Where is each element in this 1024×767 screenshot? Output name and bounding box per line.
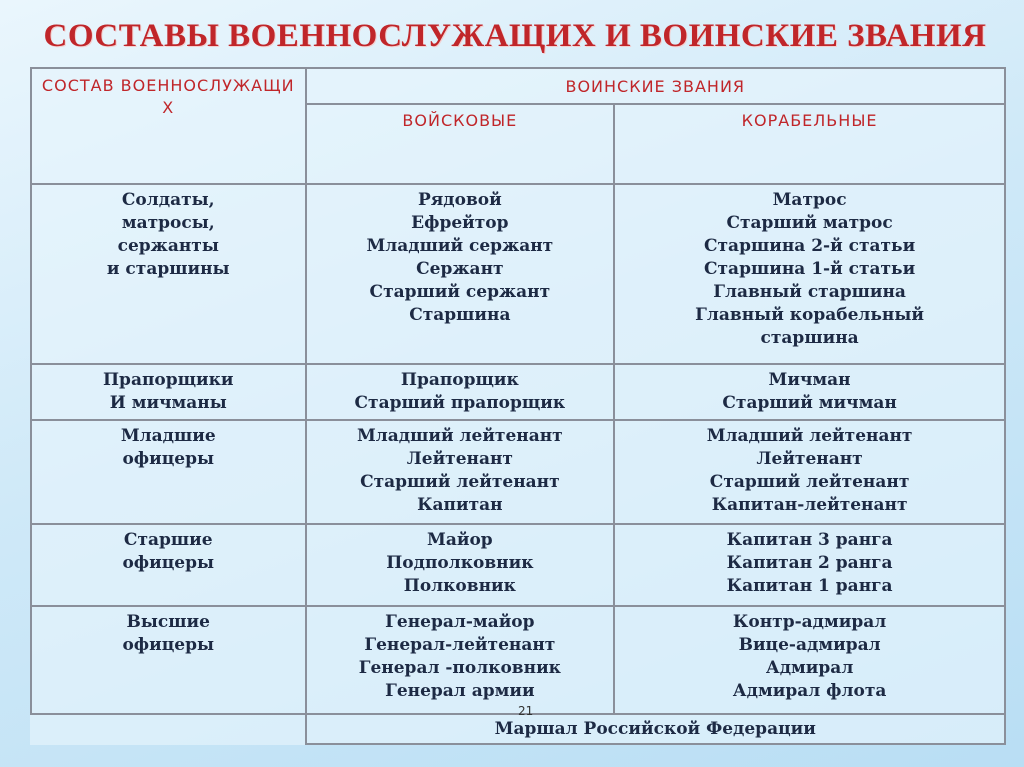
rank-name: Лейтенант — [406, 449, 513, 469]
rank-name: Мичман — [768, 370, 851, 390]
rank-name: Старший сержант — [369, 282, 551, 302]
ranks-table — [30, 67, 1006, 745]
navy-ranks-cell — [614, 184, 1005, 364]
category-line: офицеры — [122, 553, 215, 573]
category-cell — [31, 184, 306, 364]
rank-name: Адмирал флота — [732, 681, 887, 701]
rank-name: Лейтенант — [756, 449, 863, 469]
rank-row — [31, 524, 1005, 606]
navy-ranks-header: КОРАБЕЛЬНЫЕ — [614, 104, 1005, 184]
composition-header: СОСТАВ ВОЕННОСЛУЖАЩИ Х — [31, 68, 306, 184]
rank-name: Главный корабельный — [695, 305, 925, 325]
rank-row — [31, 364, 1005, 420]
empty-cell — [31, 714, 306, 744]
rank-name: Главный старшина — [713, 282, 906, 302]
rank-name: Прапорщик — [400, 370, 519, 390]
rank-name: Майор — [427, 530, 493, 550]
rank-row — [31, 606, 1005, 714]
rank-name: Адмирал — [765, 658, 854, 678]
army-ranks-cell — [306, 184, 615, 364]
rank-name: Младший лейтенант — [356, 426, 563, 446]
category-line: сержанты — [117, 236, 219, 256]
rank-row — [31, 184, 1005, 364]
category-line: И мичманы — [109, 393, 227, 413]
navy-ranks-cell — [614, 524, 1005, 606]
category-line: Солдаты, — [121, 190, 215, 210]
rank-name: Сержант — [416, 259, 504, 279]
rank-name: Старший лейтенант — [360, 472, 560, 492]
rank-name: Вице-адмирал — [738, 635, 881, 655]
rank-name: Полковник — [403, 576, 516, 596]
navy-ranks-cell — [614, 420, 1005, 524]
category-line: Старшие — [123, 530, 213, 550]
rank-name: Старший матрос — [726, 213, 893, 233]
page-number: 21 — [518, 704, 534, 718]
rank-name: Капитан 3 ранга — [726, 530, 893, 550]
category-line: Прапорщики — [103, 370, 234, 390]
rank-name: Капитан — [417, 495, 503, 515]
category-cell — [31, 364, 306, 420]
ranks-header: ВОИНСКИЕ ЗВАНИЯ — [306, 68, 1005, 104]
rank-name: Генерал -полковник — [358, 658, 561, 678]
rank-name: Старшина — [409, 305, 511, 325]
army-ranks-cell — [306, 606, 615, 714]
category-line: Младшие — [120, 426, 216, 446]
rank-name: Генерал армии — [385, 681, 535, 701]
rank-name: Ефрейтор — [411, 213, 509, 233]
page-title: СОСТАВЫ ВОЕННОСЛУЖАЩИХ И ВОИНСКИЕ ЗВАНИЯ — [43, 18, 987, 54]
army-ranks-cell — [306, 364, 615, 420]
rank-name: Старший прапорщик — [354, 393, 566, 413]
marshal-rank: Маршал Российской Федерации — [306, 714, 1005, 744]
category-cell — [31, 606, 306, 714]
rank-name: Старший лейтенант — [709, 472, 910, 492]
rank-name: Старший мичман — [722, 393, 897, 413]
army-ranks-cell — [306, 524, 615, 606]
rank-name: Капитан 1 ранга — [726, 576, 893, 596]
rank-name: старшина — [760, 328, 859, 348]
rank-name: Старшина 2-й статьи — [703, 236, 916, 256]
rank-name: Матрос — [772, 190, 847, 210]
rank-name: Капитан 2 ранга — [726, 553, 893, 573]
rank-name: Генерал-лейтенант — [364, 635, 556, 655]
rank-name: Младший лейтенант — [706, 426, 913, 446]
category-cell — [31, 420, 306, 524]
category-line: матросы, — [121, 213, 215, 233]
rank-name: Младший сержант — [366, 236, 554, 256]
category-line: офицеры — [122, 635, 215, 655]
category-line: Высшие — [126, 612, 210, 632]
army-ranks-header: ВОЙСКОВЫЕ — [306, 104, 615, 184]
category-cell — [31, 524, 306, 606]
rank-name: Генерал-майор — [385, 612, 535, 632]
rank-name: Капитан-лейтенант — [711, 495, 908, 515]
category-line: и старшины — [106, 259, 230, 279]
category-line: офицеры — [122, 449, 215, 469]
navy-ranks-cell — [614, 364, 1005, 420]
rank-name: Старшина 1-й статьи — [703, 259, 916, 279]
rank-name: Подполковник — [386, 553, 534, 573]
rank-name: Контр-адмирал — [732, 612, 887, 632]
navy-ranks-cell — [614, 606, 1005, 714]
army-ranks-cell — [306, 420, 615, 524]
rank-row — [31, 420, 1005, 524]
rank-name: Рядовой — [417, 190, 502, 210]
